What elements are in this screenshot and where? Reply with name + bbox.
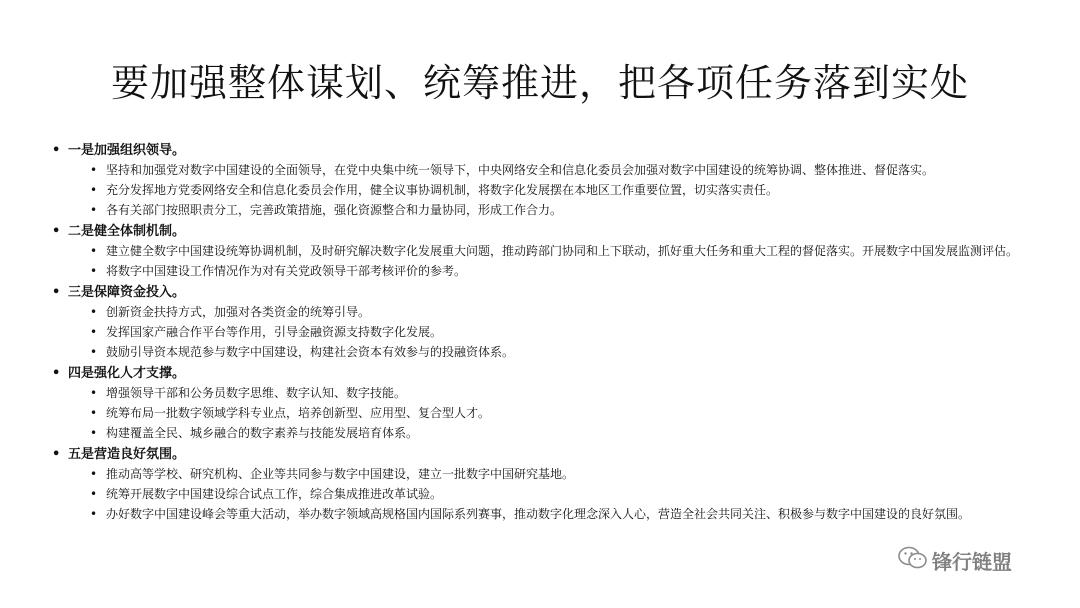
list-item-text: 统筹布局一批数字领域学科专业点，培养创新型、应用型、复合型人才。 [106, 406, 491, 420]
section [52, 365, 1022, 442]
list-item [90, 304, 1018, 321]
bullet-marker: • [90, 426, 98, 440]
list-item [90, 162, 1018, 179]
bullet-marker: • [90, 163, 98, 177]
list-item [90, 405, 1018, 422]
section-heading [52, 365, 1022, 383]
list-item-text: 发挥国家产融合作平台等作用，引导金融资源支持数字化发展。 [106, 325, 443, 339]
section-heading [52, 446, 1022, 464]
list-item-text: 将数字中国建设工作情况作为对有关党政领导干部考核评价的参考。 [106, 264, 467, 278]
list-item-text: 办好数字中国建设峰会等重大活动，举办数字领域高规格国内国际系列赛事，推动数字化理念深入人心，营造全社会共同关注、积极参与数字中国建设的良好氛围。 [106, 507, 971, 521]
list-item [90, 425, 1018, 442]
list-item-text: 构建覆盖全民、城乡融合的数字素养与技能发展培育体系。 [106, 426, 419, 440]
section-heading [52, 223, 1022, 241]
section-heading [52, 142, 1022, 160]
list-item [90, 506, 1018, 523]
list-item [90, 385, 1018, 402]
section [52, 284, 1022, 361]
bullet-marker: • [52, 224, 61, 239]
bullet-marker: • [90, 467, 98, 481]
section [52, 446, 1022, 523]
section-heading [52, 284, 1022, 302]
bullet-marker: • [90, 325, 98, 339]
bullet-marker: • [52, 143, 61, 158]
list-item [90, 486, 1018, 503]
list-item-text: 建立健全数字中国建设统筹协调机制，及时研究解决数字化发展重大问题，推动跨部门协同和上下联动，抓好重大任务和重大工程的督促落实。开展数字中国发展监测评估。 [106, 244, 1019, 258]
bullet-marker: • [90, 305, 98, 319]
list-item [90, 466, 1018, 483]
bullet-marker: • [52, 285, 61, 300]
section-heading-text: 三是保障资金投入。 [68, 285, 186, 300]
slide-content [52, 142, 1022, 527]
bullet-marker: • [90, 183, 98, 197]
list-item-text: 鼓励引导资本规范参与数字中国建设，构建社会资本有效参与的投融资体系。 [106, 345, 515, 359]
wechat-icon [898, 545, 928, 575]
list-item [90, 324, 1018, 341]
section [52, 223, 1022, 280]
bullet-marker: • [52, 447, 61, 462]
bullet-marker: • [90, 487, 98, 501]
bullet-marker: • [90, 386, 98, 400]
list-item-text: 统筹开展数字中国建设综合试点工作，综合集成推进改革试验。 [106, 487, 443, 501]
list-item [90, 263, 1018, 280]
watermark [898, 545, 1012, 575]
slide-title: 要加强整体谋划、统筹推进，把各项任务落到实处 [110, 61, 969, 105]
list-item-text: 各有关部门按照职责分工，完善政策措施，强化资源整合和力量协同，形成工作合力。 [106, 203, 563, 217]
bullet-marker: • [90, 406, 98, 420]
bullet-marker: • [90, 244, 98, 258]
bullet-marker: • [52, 366, 61, 381]
bullet-marker: • [90, 507, 98, 521]
section [52, 142, 1022, 219]
section-heading-text: 一是加强组织领导。 [68, 143, 186, 158]
section-heading-text: 四是强化人才支撑。 [68, 366, 186, 381]
list-item-text: 增强领导干部和公务员数字思维、数字认知、数字技能。 [106, 386, 407, 400]
bullet-marker: • [90, 203, 98, 217]
list-item [90, 243, 1018, 260]
list-item-text: 推动高等学校、研究机构、企业等共同参与数字中国建设，建立一批数字中国研究基地。 [106, 467, 575, 481]
list-item-text: 充分发挥地方党委网络安全和信息化委员会作用，健全议事协调机制，将数字化发展摆在本地区工作重要位置，切实落实责任。 [106, 183, 779, 197]
bullet-marker: • [90, 345, 98, 359]
list-item-text: 坚持和加强党对数字中国建设的全面领导，在党中央集中统一领导下，中央网络安全和信息化委员会加强对数字中国建设的统筹协调、整体推进、督促落实。 [106, 163, 935, 177]
bullet-marker: • [90, 264, 98, 278]
list-item [90, 202, 1018, 219]
list-item [90, 344, 1018, 361]
section-heading-text: 二是健全体制机制。 [68, 224, 186, 239]
list-item [90, 182, 1018, 199]
section-heading-text: 五是营造良好氛围。 [68, 447, 186, 462]
list-item-text: 创新资金扶持方式，加强对各类资金的统筹引导。 [106, 305, 371, 319]
watermark-text: 锋行链盟 [932, 549, 1012, 574]
